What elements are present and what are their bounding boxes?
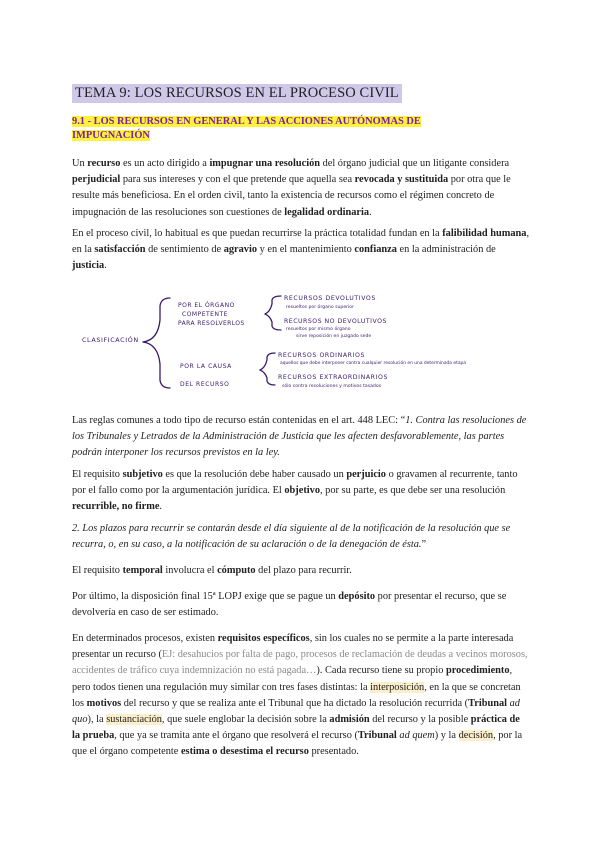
paragraph-requirements: El requisito subjetivo es que la resolución debe haber causado un perjuicio o gravamen al recurrente, tanto por el fallo como por la argumentación jurídica. El objetivo, por su parte, es que debe ser una resolución recurrible, no firme. — [72, 469, 518, 513]
leaf-no-devolutivos-note1: resueltos por mismo órgano — [286, 327, 351, 332]
paragraph-procedure: En determinados procesos, existen requisitos específicos, sin los cuales no se permite a la parte interesada presentar un recurso (EJ: desahucios por falta de pago, procesos de reclamación de deudas a vecinos morosos, accidentes de tráfico cuya indemnización no está pagada…). Cada recurso tiene su propio procedimiento, pero todos tienen una regulación muy similar con tres fases distintas: la interposición, en la que se concretan los motivos del recurso y que se realiza ante el Tribunal que ha dictado la resolución recurrida (Tribunal ad quo), la sustanciación, que suele englobar la decisión sobre la admisión del recurso y la posible práctica de la prueba, que ya se tramita ante el órgano que resolverá el recurso (Tribunal ad quem) y la decisión, por la que el órgano competente estima o desestima el recurso presentado. — [72, 633, 528, 758]
leaf-extraordinarios-note: sólo contra resoluciones y motivos tasados — [282, 384, 382, 389]
brace-bottom-left — [143, 342, 170, 388]
brace-devolutivos — [265, 296, 281, 314]
branch1-line3: PARA RESOLVERLOS — [178, 320, 245, 327]
section-heading-text: 9.1 - LOS RECURSOS EN GENERAL Y LAS ACCIONES AUTÓNOMAS DE IMPUGNACIÓN — [72, 116, 421, 141]
paragraph-temporal: El requisito temporal involucra el cómputo del plazo para recurrir. — [72, 565, 352, 576]
page-title: TEMA 9: LOS RECURSOS EN EL PROCESO CIVIL — [72, 84, 402, 103]
leaf-extraordinarios: RECURSOS EXTRAORDINARIOS — [278, 374, 388, 381]
diagram-root: CLASIFICACIÓN — [82, 336, 139, 344]
paragraph-deadlines: 2. Los plazos para recurrir se contarán desde el día siguiente al de la notificación de la resolución que se recurra, o, en su caso, a la notificación de su aclaración o de la denegación de ésta.” — [72, 523, 511, 551]
paragraph-foundations: En el proceso civil, lo habitual es que puedan recurrirse la práctica totalidad fundan en la falibilidad humana, en la satisfacción de sentimiento de agravio y en el mantenimiento confianza en la administración de justicia. — [72, 228, 530, 272]
branch1-line1: POR EL ÓRGANO — [178, 302, 235, 309]
brace-extraordinarios — [260, 370, 275, 385]
leaf-ordinarios-note: aquellos que debe interponer contra cualquier resolución en una determinada etapa — [280, 361, 466, 366]
leaf-devolutivos: RECURSOS DEVOLUTIVOS — [284, 295, 376, 302]
section-heading — [72, 115, 457, 143]
brace-top-left — [143, 298, 170, 342]
leaf-no-devolutivos: RECURSOS NO DEVOLUTIVOS — [284, 318, 387, 325]
paragraph-definition: Un recurso es un acto dirigido a impugnar una resolución del órgano judicial que un litigante considera perjudicial para sus intereses y con el que pretende que aquella sea revocada y sustituida por otra que le resulte más beneficiosa. En el orden civil, tanto la existencia de recursos como el régimen concreto de impugnación de las resoluciones son cuestiones de legalidad ordinaria. — [72, 158, 511, 218]
leaf-no-devolutivos-note2: sirve reposición en juzgado sede — [296, 334, 372, 339]
leaf-devolutivos-note: resueltos por órgano superior — [286, 305, 355, 310]
paragraph-deposit: Por último, la disposición final 15ª LOPJ exige que se pague un depósito por presentar el recurso, que se devolvería en caso de ser estimado. — [72, 591, 507, 619]
brace-no-devolutivos — [265, 314, 281, 330]
branch2-line1: POR LA CAUSA — [180, 363, 232, 370]
brace-ordinarios — [260, 353, 275, 370]
classification-diagram — [0, 290, 600, 402]
leaf-ordinarios: RECURSOS ORDINARIOS — [278, 352, 365, 359]
branch1-line2: COMPETENTE — [182, 311, 228, 318]
paragraph-common-rules: Las reglas comunes a todo tipo de recurso están contenidas en el art. 448 LEC: “1. Contra las resoluciones de los Tribunales y Letrados de la Administración de Justicia que les afecten desfavorablemente, las partes podrán interponer los recursos previstos en la ley. — [72, 415, 527, 459]
branch2-line2: DEL RECURSO — [180, 381, 230, 388]
